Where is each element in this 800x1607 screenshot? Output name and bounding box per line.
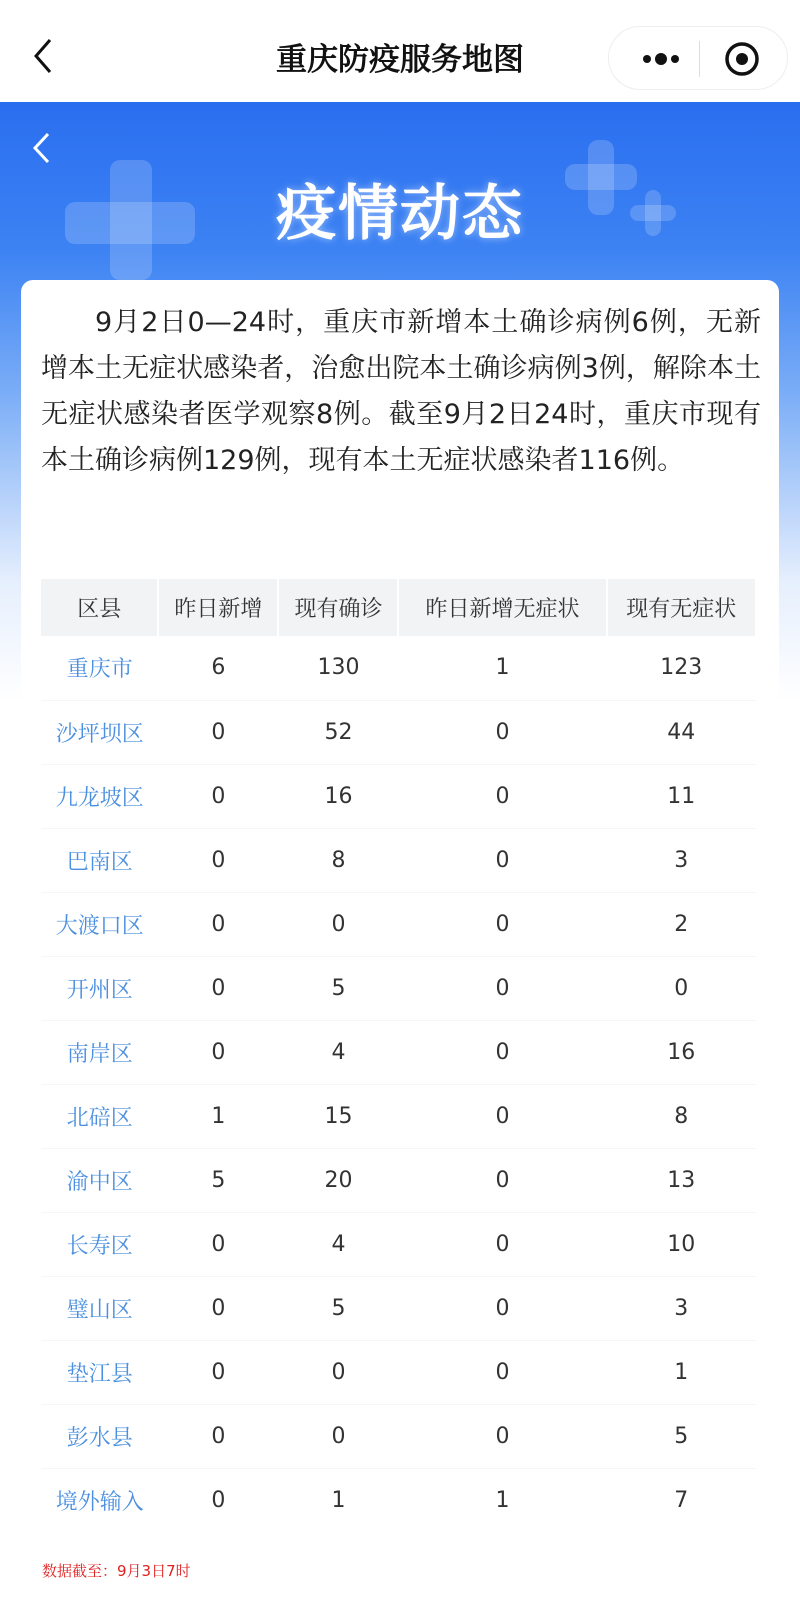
table-cell: 16 [278, 764, 398, 828]
table-cell: 15 [278, 1084, 398, 1148]
table-row [41, 764, 756, 828]
nav-title: 重庆防疫服务地图 [276, 42, 524, 78]
table-cell: 44 [607, 700, 756, 764]
table-cell: 0 [158, 1340, 278, 1404]
table-cell: 5 [158, 1148, 278, 1212]
capsule-menu [608, 26, 788, 90]
more-icon[interactable] [639, 47, 699, 71]
district-link[interactable]: 开州区 [41, 956, 158, 1020]
column-header: 现有确诊 [278, 579, 398, 636]
table-cell: 6 [211, 655, 226, 681]
table-cell: 130 [317, 655, 360, 681]
table-cell: 4 [278, 1020, 398, 1084]
district-link[interactable]: 境外输入 [41, 1468, 158, 1532]
table-cell: 0 [398, 892, 606, 956]
table-row [41, 892, 756, 956]
table-cell: 0 [278, 1404, 398, 1468]
table-cell: 0 [398, 1020, 606, 1084]
table-cell: 0 [398, 828, 606, 892]
table-cell: 52 [278, 700, 398, 764]
table-cell: 1 [278, 1468, 398, 1532]
table-cell: 0 [398, 764, 606, 828]
capsule-divider [699, 41, 700, 77]
table-row [41, 828, 756, 892]
table-header [41, 579, 756, 636]
table-cell: 0 [158, 828, 278, 892]
page-back-icon[interactable] [28, 130, 56, 166]
table-cell: 1 [495, 655, 510, 681]
table-row [41, 700, 756, 764]
table-row [41, 1340, 756, 1404]
table-cell: 0 [398, 1212, 606, 1276]
table-row [41, 1020, 756, 1084]
table-cell: 7 [607, 1468, 756, 1532]
district-link[interactable]: 大渡口区 [41, 892, 158, 956]
table-row [41, 1084, 756, 1148]
table-cell: 0 [278, 1340, 398, 1404]
table-cell: 4 [278, 1212, 398, 1276]
table-cell: 2 [607, 892, 756, 956]
district-table [41, 579, 757, 1532]
table-cell: 0 [398, 1148, 606, 1212]
table-row [41, 1468, 756, 1532]
column-header: 昨日新增无症状 [398, 579, 606, 636]
table-cell: 0 [158, 1276, 278, 1340]
district-link[interactable]: 渝中区 [41, 1148, 158, 1212]
table-cell: 1 [607, 1340, 756, 1404]
table-cell: 3 [607, 1276, 756, 1340]
district-link[interactable]: 重庆市 [66, 657, 133, 683]
table-cell: 13 [607, 1148, 756, 1212]
table-cell: 0 [278, 892, 398, 956]
column-header: 区县 [41, 579, 158, 636]
table-cell: 11 [607, 764, 756, 828]
table-cell: 20 [278, 1148, 398, 1212]
table-cell: 0 [398, 1404, 606, 1468]
banner-title: 疫情动态 [276, 179, 524, 249]
table-cell: 0 [158, 764, 278, 828]
district-link[interactable]: 垫江县 [41, 1340, 158, 1404]
district-link[interactable]: 长寿区 [41, 1212, 158, 1276]
district-link[interactable]: 沙坪坝区 [41, 700, 158, 764]
district-link[interactable]: 九龙坡区 [41, 764, 158, 828]
table-cell: 0 [607, 956, 756, 1020]
data-timestamp: 数据截至：9月3日7时 [42, 1562, 191, 1580]
table-cell: 5 [278, 1276, 398, 1340]
column-header: 现有无症状 [607, 579, 756, 636]
table-cell: 0 [158, 700, 278, 764]
table-cell: 1 [398, 1468, 606, 1532]
table-cell: 5 [607, 1404, 756, 1468]
district-link[interactable]: 巴南区 [41, 828, 158, 892]
table-cell: 0 [158, 892, 278, 956]
table-cell: 0 [398, 1276, 606, 1340]
table-row [41, 636, 756, 700]
table-cell: 3 [607, 828, 756, 892]
column-header: 昨日新增 [158, 579, 278, 636]
close-miniprogram-icon[interactable] [724, 41, 760, 77]
epidemic-summary: 9月2日0—24时，重庆市新增本土确诊病例6例，无新增本土无症状感染者，治愈出院本土确诊病例3例，解除本土无症状感染者医学观察8例。截至9月2日24时，重庆市现有本土确诊病例129例，现有本土无症状感染者116例。 [41, 307, 761, 476]
table-cell: 0 [398, 700, 606, 764]
table-cell: 0 [158, 1020, 278, 1084]
district-link[interactable]: 彭水县 [41, 1404, 158, 1468]
table-row [41, 1404, 756, 1468]
table-cell: 123 [660, 655, 703, 681]
district-link[interactable]: 璧山区 [41, 1276, 158, 1340]
table-cell: 16 [607, 1020, 756, 1084]
table-row [41, 1276, 756, 1340]
table-cell: 8 [607, 1084, 756, 1148]
table-cell: 10 [607, 1212, 756, 1276]
district-link[interactable]: 南岸区 [41, 1020, 158, 1084]
table-cell: 0 [158, 1404, 278, 1468]
table-cell: 0 [158, 956, 278, 1020]
content-card [21, 280, 779, 1607]
table-cell: 0 [398, 1340, 606, 1404]
table-cell: 5 [278, 956, 398, 1020]
table-row [41, 1212, 756, 1276]
mini-program-nav-bar [0, 0, 800, 102]
table-cell: 0 [398, 956, 606, 1020]
table-row [41, 956, 756, 1020]
table-cell: 1 [158, 1084, 278, 1148]
table-cell: 0 [158, 1212, 278, 1276]
table-cell: 0 [158, 1468, 278, 1532]
table-cell: 8 [278, 828, 398, 892]
district-link[interactable]: 北碚区 [41, 1084, 158, 1148]
table-row [41, 1148, 756, 1212]
table-cell: 0 [398, 1084, 606, 1148]
